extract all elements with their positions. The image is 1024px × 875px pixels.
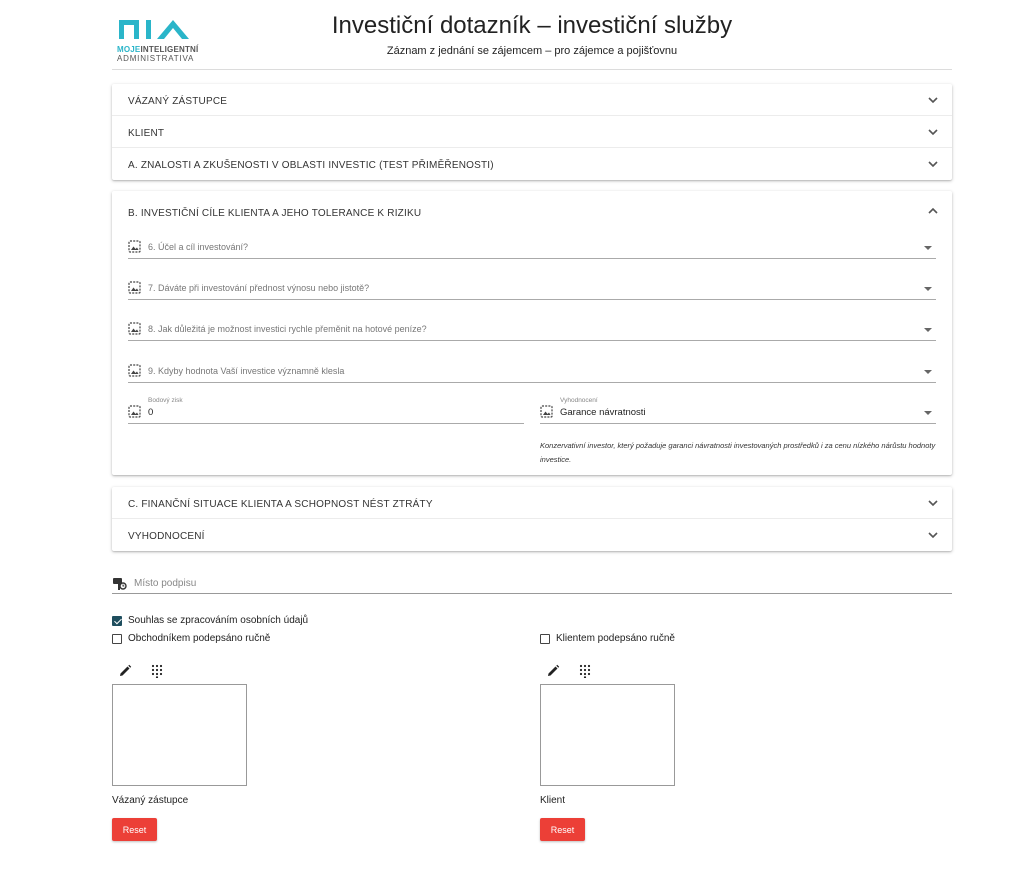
- section-label: KLIENT: [128, 128, 165, 139]
- logo-text-line1: MOJEINTELIGENTNÍ: [117, 45, 199, 54]
- question-8-select[interactable]: [128, 319, 936, 341]
- image-field-icon: [128, 322, 141, 335]
- image-field-icon: [128, 405, 141, 418]
- checkbox-unchecked-icon: [112, 634, 122, 644]
- chevron-down-icon: [928, 531, 938, 539]
- image-field-icon: [540, 405, 553, 418]
- section-b-header[interactable]: [112, 191, 952, 235]
- evaluation-value: Garance návratnosti: [560, 407, 646, 418]
- pencil-icon[interactable]: [118, 664, 132, 678]
- dropdown-arrow-icon: [924, 328, 932, 332]
- dialpad-icon[interactable]: [150, 664, 164, 678]
- score-value: 0: [148, 407, 154, 418]
- section-label: VYHODNOCENÍ: [128, 531, 205, 542]
- chevron-down-icon: [928, 160, 938, 168]
- dropdown-arrow-icon: [924, 287, 932, 291]
- section-klient[interactable]: [112, 116, 952, 148]
- dialpad-icon[interactable]: [578, 664, 592, 678]
- agent-reset-button[interactable]: Reset: [112, 818, 157, 841]
- location-signpost-icon: [112, 576, 127, 591]
- section-a-znalosti[interactable]: [112, 148, 952, 180]
- logo-text-line2: ADMINISTRATIVA: [117, 54, 195, 63]
- place-of-signature-input[interactable]: [112, 574, 952, 594]
- evaluation-label: Vyhodnocení: [560, 397, 598, 404]
- section-c-financni-situace[interactable]: [112, 487, 952, 519]
- section-b-panel: [112, 191, 952, 475]
- score-label: Bodový zisk: [148, 397, 183, 404]
- client-signature-label: Klient: [540, 795, 566, 806]
- evaluation-select[interactable]: [540, 402, 936, 424]
- page-title: Investiční dotazník – investiční služby: [331, 12, 733, 39]
- agent-signature-label: Vázaný zástupce: [112, 795, 189, 806]
- section-label: A. ZNALOSTI A ZKUŠENOSTI V OBLASTI INVESTIC (TEST PŘIMĚŘENOSTI): [128, 160, 494, 171]
- client-reset-button[interactable]: Reset: [540, 818, 585, 841]
- image-field-icon: [128, 240, 141, 253]
- client-signature-pad[interactable]: [540, 684, 675, 786]
- agent-signature-pad[interactable]: [112, 684, 247, 786]
- section-label: B. INVESTIČNÍ CÍLE KLIENTA A JEHO TOLERANCE K RIZIKU: [128, 208, 422, 219]
- page-header: [112, 0, 952, 70]
- question-7-placeholder: 7. Dáváte při investování přednost výnosu nebo jistotě?: [148, 283, 370, 293]
- checkbox-unchecked-icon: [540, 634, 550, 644]
- page-subtitle: Záznam z jednání se zájemcem – pro zájemce a pojišťovnu: [386, 45, 678, 57]
- evaluation-note: Konzervativní investor, který požaduje garanci návratnosti investovaných prostředků i za cenu nízkého nárůstu hodnoty investice.: [540, 441, 936, 464]
- question-6-select[interactable]: [128, 237, 936, 259]
- question-9-select[interactable]: [128, 361, 936, 383]
- section-vyhodnoceni[interactable]: [112, 519, 952, 551]
- chevron-down-icon: [928, 128, 938, 136]
- consent-label: Souhlas se zpracováním osobních údajů: [128, 615, 309, 626]
- accordion-group-top: [112, 84, 952, 180]
- client-signed-label: Klientem podepsáno ručně: [556, 633, 675, 644]
- accordion-group-bottom: [112, 487, 952, 551]
- chevron-down-icon: [928, 96, 938, 104]
- dropdown-arrow-icon: [924, 411, 932, 415]
- question-8-placeholder: 8. Jak důležitá je možnost investici rychle přeměnit na hotové peníze?: [148, 324, 427, 334]
- agent-signed-label: Obchodníkem podepsáno ručně: [128, 633, 271, 644]
- question-6-placeholder: 6. Účel a cíl investování?: [148, 242, 249, 252]
- section-label: VÁZANÝ ZÁSTUPCE: [128, 96, 228, 107]
- question-7-select[interactable]: [128, 278, 936, 300]
- pencil-icon[interactable]: [546, 664, 560, 678]
- chevron-up-icon: [928, 207, 938, 215]
- score-field[interactable]: [128, 402, 524, 424]
- checkbox-checked-icon: [112, 616, 122, 626]
- dropdown-arrow-icon: [924, 370, 932, 374]
- section-label: C. FINANČNÍ SITUACE KLIENTA A SCHOPNOST NÉST ZTRÁTY: [128, 499, 433, 510]
- dropdown-arrow-icon: [924, 246, 932, 250]
- image-field-icon: [128, 281, 141, 294]
- image-field-icon: [128, 364, 141, 377]
- place-placeholder: Místo podpisu: [134, 578, 197, 589]
- question-9-placeholder: 9. Kdyby hodnota Vaší investice významně klesla: [148, 366, 345, 376]
- section-vazany-zastupce[interactable]: [112, 84, 952, 116]
- chevron-down-icon: [928, 499, 938, 507]
